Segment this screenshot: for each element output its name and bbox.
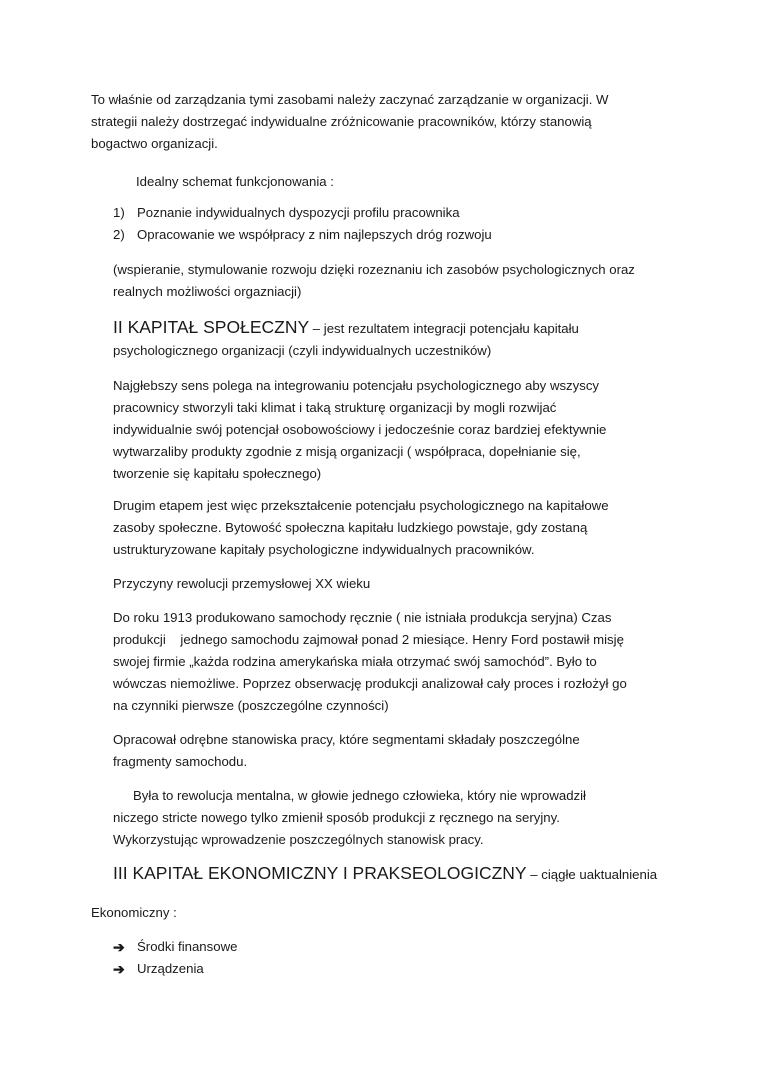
paragraph-line: Była to rewolucja mentalna, w głowie jednego człowieka, który nie wprowadził — [133, 788, 586, 803]
paragraph-line: Najgłebszy sens polega na integrowaniu potencjału psychologicznego aby wszyscy — [113, 378, 600, 393]
paragraph-line: produkcji jednego samochodu zajmował ponad 2 miesiące. Henry Ford postawił misję — [113, 632, 624, 647]
heading-rest: – jest rezultatem integracji potencjału kapitału — [309, 321, 579, 336]
paragraph-line: zasoby społeczne. Bytowość społeczna kapitału ludzkiego powstaje, gdy zostaną — [113, 520, 588, 535]
paragraph-line: wówczas niemożliwe. Poprzez obserwację produkcji analizował cały proces i rozłożył go — [113, 676, 627, 691]
heading-rest: – ciągłe uaktualnienia — [526, 867, 658, 882]
paragraph-line: pracownicy stworzyli taki klimat i taką strukturę organizacji by mogli rozwijać — [113, 400, 557, 415]
heading-title: II KAPITAŁ SPOŁECZNY — [113, 317, 310, 337]
schema-title: Idealny schemat funkcjonowania : — [136, 174, 334, 189]
paragraph-line: psychologicznego organizacji (czyli indywidualnych uczestników) — [113, 343, 492, 358]
paragraph-line: Do roku 1913 produkowano samochody ręcznie ( nie istniała produkcja seryjna) Czas — [113, 610, 612, 625]
paragraph-line: swojej firmie „każda rodzina amerykańska miała otrzymać swój samochód”. Było to — [113, 654, 597, 669]
list-item: Poznanie indywidualnych dyspozycji profilu pracownika — [137, 205, 460, 220]
list-item: Opracowanie we współpracy z nim najlepszych dróg rozwoju — [137, 227, 492, 242]
ekonomiczny-label: Ekonomiczny : — [91, 905, 177, 920]
paragraph-line: (wspieranie, stymulowanie rozwoju dzięki rozeznaniu ich zasobów psychologicznych oraz — [113, 262, 635, 277]
paragraph-line: Przyczyny rewolucji przemysłowej XX wieku — [113, 576, 371, 591]
list-number: 2) — [113, 227, 125, 242]
paragraph-line: Opracował odrębne stanowiska pracy, które segmentami składały poszczególne — [113, 732, 580, 747]
bullet-item: Urządzenia — [137, 961, 204, 976]
paragraph-line: strategii należy dostrzegać indywidualne zróżnicowanie pracowników, którzy stanowią — [91, 114, 592, 129]
arrow-right-icon: ➔ — [113, 939, 125, 955]
paragraph-line: bogactwo organizacji. — [91, 136, 218, 151]
list-number: 1) — [113, 205, 125, 220]
section-heading-2 — [113, 318, 579, 338]
paragraph-line: realnych możliwości orgazniacji) — [113, 284, 302, 299]
paragraph-line: na czynniki pierwsze (poszczególne czynności) — [113, 698, 389, 713]
paragraph-line: wytwarzaliby produkty zgodnie z misją organizacji ( współpraca, dopełnianie się, — [113, 444, 581, 459]
paragraph-line: fragmenty samochodu. — [113, 754, 248, 769]
paragraph-line: niczego stricte nowego tylko zmienił sposób produkcji z ręcznego na seryjny. — [113, 810, 560, 825]
section-heading-3 — [113, 864, 657, 884]
paragraph-line: Drugim etapem jest więc przekształcenie potencjału psychologicznego na kapitałowe — [113, 498, 609, 513]
heading-title: III KAPITAŁ EKONOMICZNY I PRAKSEOLOGICZNY — [113, 863, 527, 883]
paragraph-line: Wykorzystując wprowadzenie poszczególnych stanowisk pracy. — [113, 832, 484, 847]
bullet-item: Środki finansowe — [137, 939, 238, 954]
paragraph-line: tworzenie się kapitału społecznego) — [113, 466, 322, 481]
paragraph-line: indywidualnie swój potencjał osobowościowy i jedocześnie coraz bardziej efektywnie — [113, 422, 607, 437]
arrow-right-icon: ➔ — [113, 961, 125, 977]
paragraph-line: ustrukturyzowane kapitały psychologiczne indywidualnych pracowników. — [113, 542, 535, 557]
paragraph-line: To właśnie od zarządzania tymi zasobami należy zaczynać zarządzanie w organizacji. W — [91, 92, 609, 107]
